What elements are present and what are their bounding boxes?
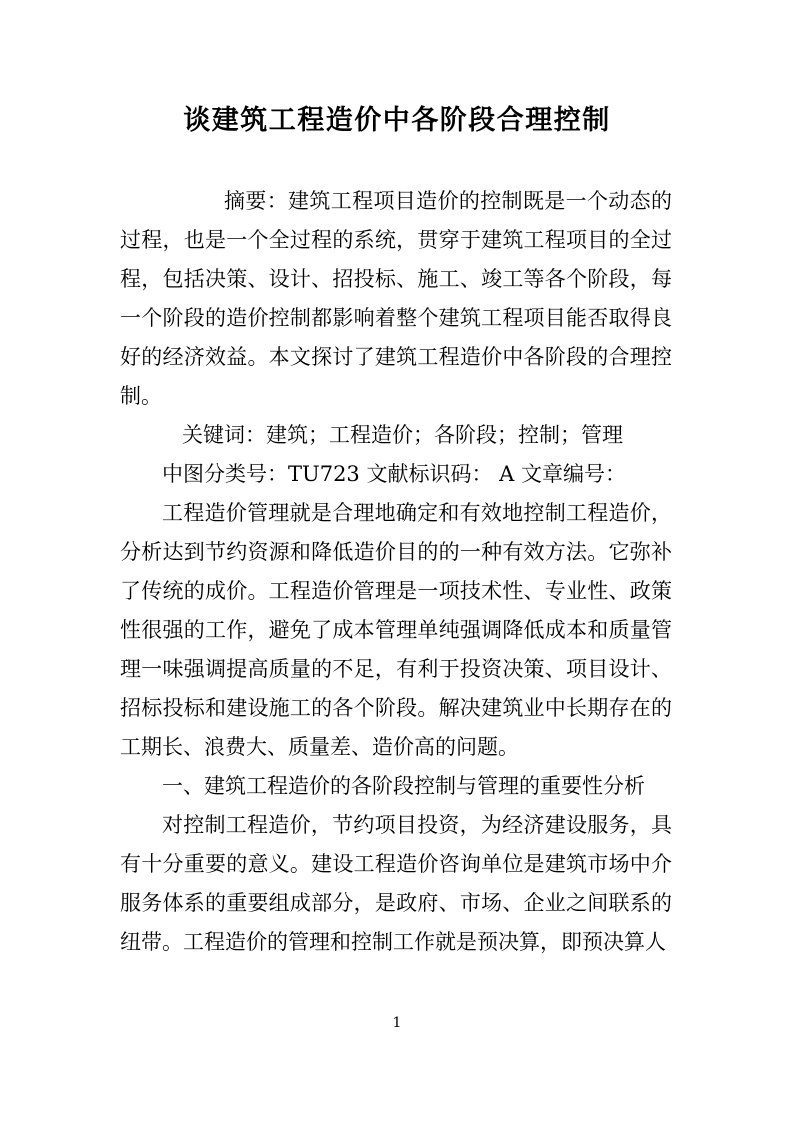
document-title: 谈建筑工程造价中各阶段合理控制 [183, 105, 611, 136]
abstract-paragraph: 摘要：建筑工程项目造价的控制既是一个动态的过程，也是一个全过程的系统，贯穿于建筑工程项目的全过程，包括决策、设计、招投标、施工、竣工等各个阶段，每一个阶段的造价控制都影响着整个建筑工程项目能否取得良好的经济效益。本文探讨了建筑工程造价中各阶段的合理控制。 [120, 189, 672, 408]
page-number: 1 [392, 1015, 402, 1031]
intro-paragraph: 工程造价管理就是合理地确定和有效地控制工程造价，分析达到节约资源和降低造价目的的一种有效方法。它弥补了传统的成价。工程造价管理是一项技术性、专业性、政策性很强的工作，避免了成本管理单纯强调降低成本和质量管理一味强调提高质量的不足，有利于投资决策、项目设计、招标投标和建设施工的各个阶段。解决建筑业中长期存在的工期长、浪费大、质量差、造价高的问题。 [120, 501, 672, 759]
section-heading: 一、建筑工程造价的各阶段控制与管理的重要性分析 [162, 774, 645, 798]
keywords-line: 关键词：建筑；工程造价；各阶段；控制；管理 [182, 423, 623, 447]
document-body [120, 182, 672, 962]
classification-line: 中图分类号：TU723 文献标识码： A 文章编号： [162, 462, 626, 486]
section-paragraph: 对控制工程造价，节约项目投资，为经济建设服务，具有十分重要的意义。建设工程造价咨询单位是建筑市场中介服务体系的重要组成部分，是政府、市场、企业之间联系的纽带。工程造价的管理和控制工作就是预决算，即预决算人 [120, 813, 672, 954]
